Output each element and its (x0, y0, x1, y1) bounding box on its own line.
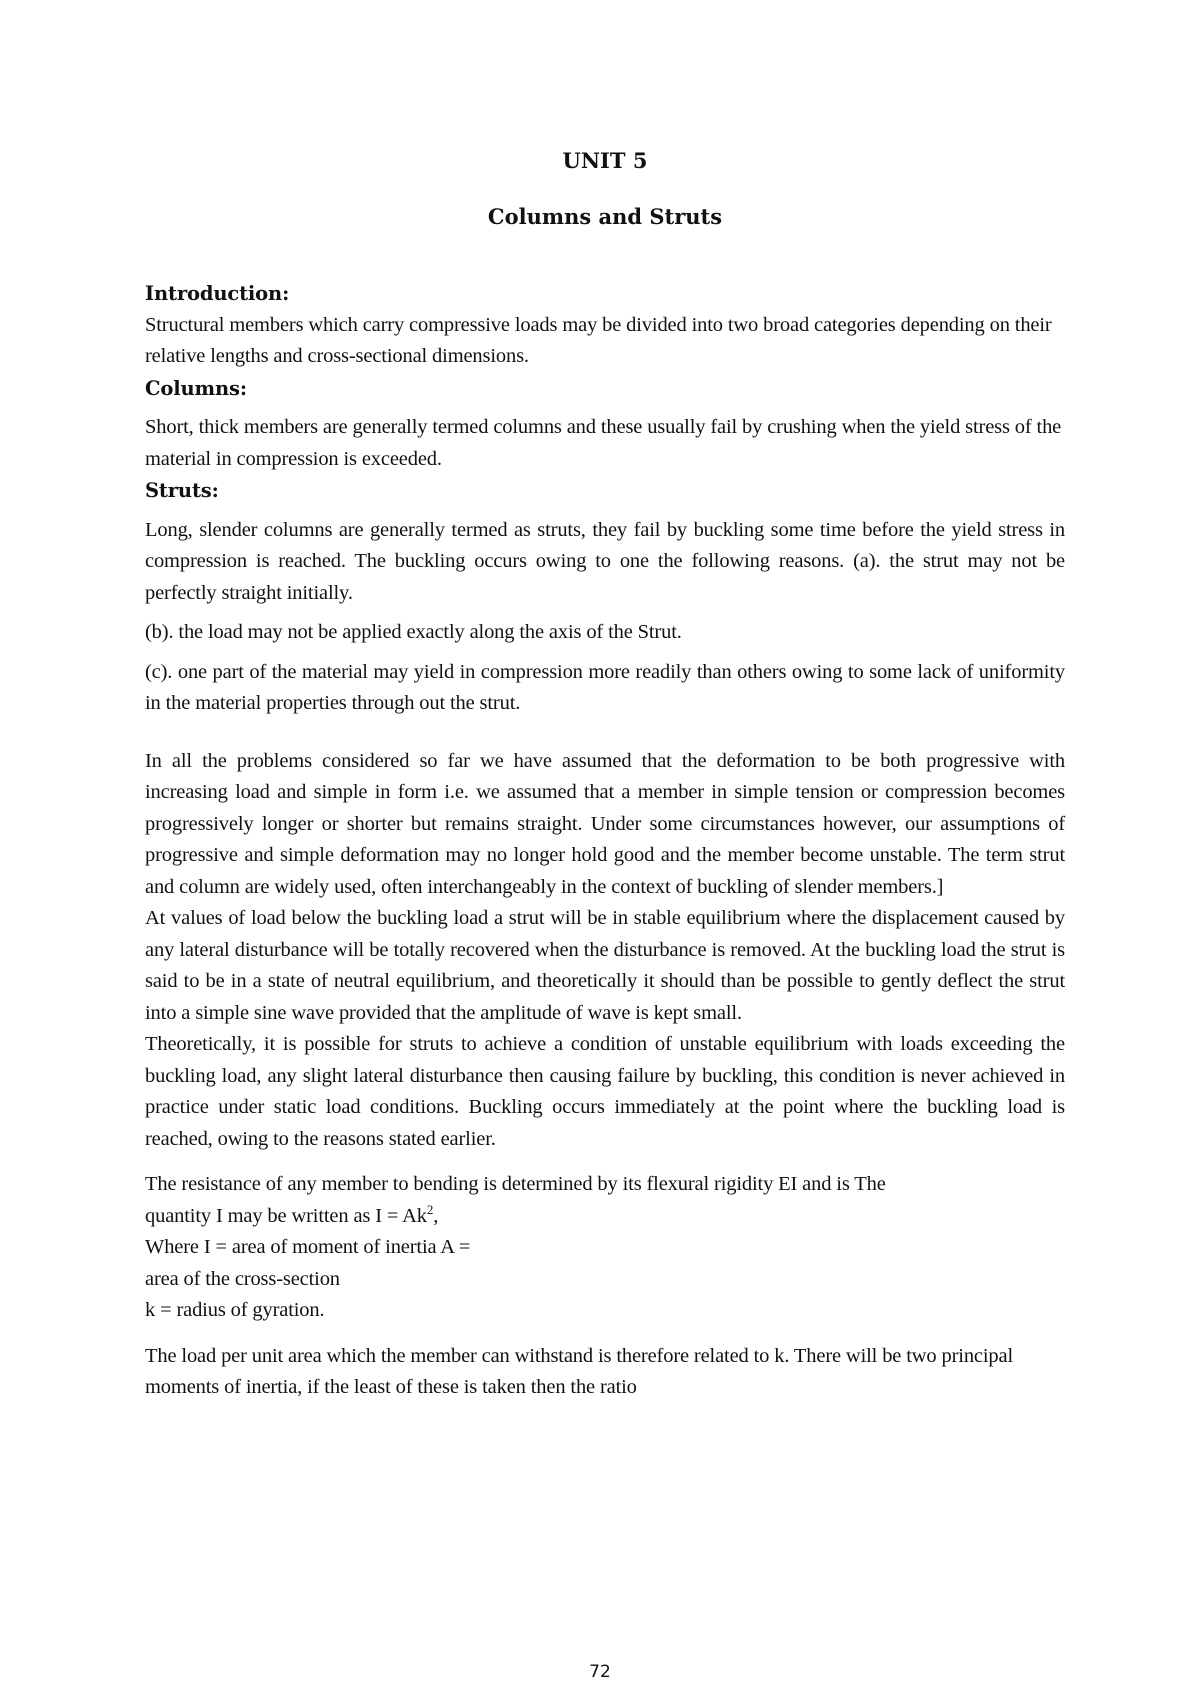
introduction-heading: Introduction: (145, 282, 290, 305)
struts-heading: Struts: (145, 479, 219, 502)
reason-b: (b). the load may not be applied exactly along the axis of the Strut. (145, 621, 682, 643)
page-number: 72 (589, 1662, 611, 1682)
resistance-formula: quantity I may be written as I = Ak (145, 1204, 427, 1227)
exponent: 2 (426, 1201, 434, 1217)
resistance-line-2 (145, 1201, 1065, 1233)
columns-heading: Columns: (145, 376, 247, 400)
theoretically-paragraph: Theoretically, it is possible for struts to achieve a condition of unstable equilibrium with loads exceeding the buckling load, any slight lateral disturbance then causing failure by buckling, this condition is never achieved in practice under static load conditions. Buckling occurs immediately at the point where the buckling load is reached, owing to the reasons stated earlier. (145, 1033, 1065, 1150)
where-line-3: k = radius of gyration. (145, 1299, 325, 1321)
reason-c: (c). one part of the material may yield in compression more readily than others owing to some lack of uniformity in the material properties through out the strut. (145, 660, 1065, 714)
struts-paragraph: Long, slender columns are generally termed as struts, they fail by buckling some time before the yield stress in compression is reached. The buckling occurs owing to one the following reasons. (a). the strut may not be perfectly straight initially. (145, 518, 1065, 604)
where-line-1: Where I = area of moment of inertia A = (145, 1236, 471, 1258)
problems-paragraph: In all the problems considered so far we have assumed that the deformation to be both progressive with increasing load and simple in form i.e. we assumed that a member in simple tension or compression becomes progressively longer or shorter but remains straight. Under some circumstances however, our assumptions of progressive and simple deformation may no longer hold good and the member become unstable. The term strut and column are widely used, often interchangeably in the context of buckling of slender members.] (145, 749, 1065, 898)
unit-label: UNIT 5 (562, 148, 648, 173)
resistance-line-1: The resistance of any member to bending is determined by its flexural rigidity EI and is The (145, 1173, 886, 1195)
document-body (145, 278, 1065, 1404)
page-title: Columns and Struts (487, 204, 723, 229)
columns-paragraph: Short, thick members are generally termed columns and these usually fail by crushing when the yield stress of the material in compression is exceeded. (145, 416, 1062, 470)
introduction-paragraph: Structural members which carry compressive loads may be divided into two broad categories depending on their relative lengths and cross-sectional dimensions. (145, 313, 1052, 367)
buckling-load-paragraph: At values of load below the buckling load a strut will be in stable equilibrium where the displacement caused by any lateral disturbance will be totally recovered when the disturbance is removed. At the buckling load the strut is said to be in a state of neutral equilibrium, and theoretically it should than be possible to gently deflect the strut into a simple sine wave provided that the amplitude of wave is kept small. (145, 907, 1065, 1024)
where-line-2: area of the cross-section (145, 1267, 340, 1290)
load-paragraph: The load per unit area which the member can withstand is therefore related to k. There will be two principal moments of inertia, if the least of these is taken then the ratio (145, 1344, 1014, 1398)
resistance-formula-end: , (433, 1204, 439, 1227)
